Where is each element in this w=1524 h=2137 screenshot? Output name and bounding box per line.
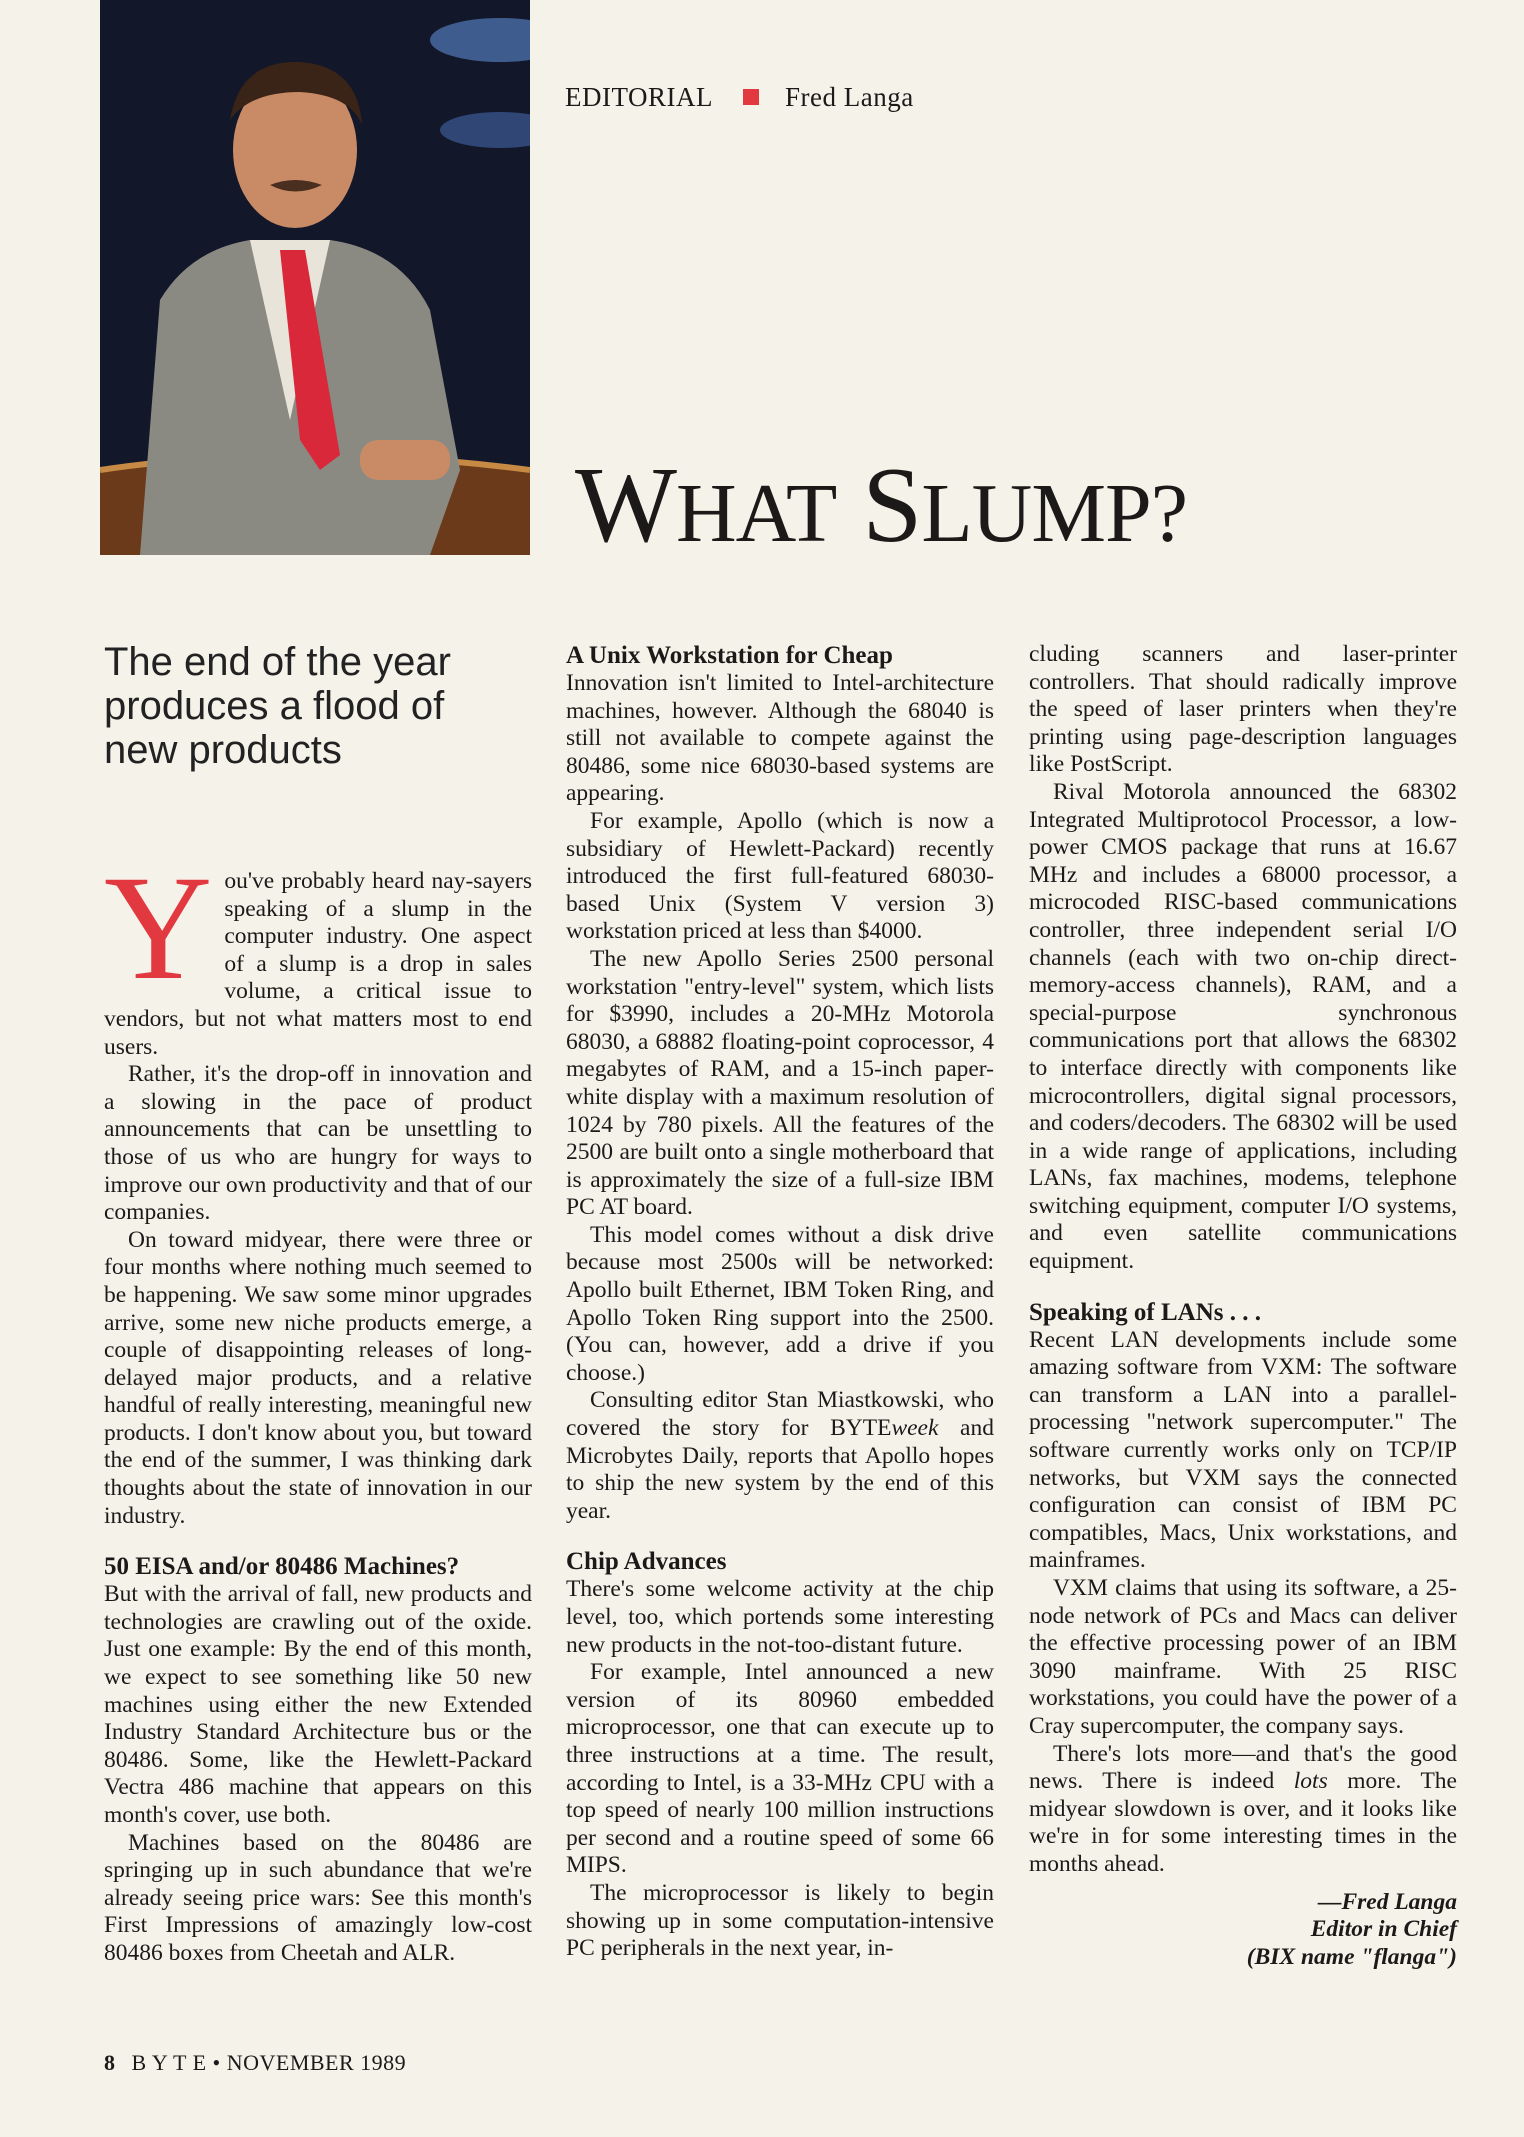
section-label: EDITORIAL (565, 82, 713, 112)
deck-subhead: The end of the year produces a flood of new products (104, 640, 451, 772)
drop-cap: Y (104, 845, 213, 1011)
column-2 (566, 641, 994, 1963)
paragraph: cluding scanners and laser-printer controllers. That should radically improve the speed of laser printers when they're printing using page-description languages like PostScript. (1029, 641, 1457, 778)
page-footer (104, 2050, 406, 2076)
paragraph: There's some welcome activity at the chip level, too, which portends some interesting new products in the not-too-distant future. (566, 1576, 994, 1658)
signature (1029, 1889, 1457, 1972)
subhead: A Unix Workstation for Cheap (566, 642, 893, 669)
paragraph: Rather, it's the drop-off in innovation and a slowing in the pace of product announcements that can be unsettling to those of us who are hungry for ways to improve our own productivity and that of our companies. (104, 1061, 532, 1226)
paragraph: The new Apollo Series 2500 personal workstation "entry-level" system, which lists for $3990, includes a 20-MHz Motorola 68030, a 68882 floating-point coprocessor, 4 megabytes of RAM, and a 15-inch paper-white display with a maximum resolution of 1024 by 780 pixels. All the features of the 2500 are built onto a single motherboard that is approximately the size of a full-size IBM PC AT board. (566, 945, 994, 1221)
paragraph: This model comes without a disk drive because most 2500s will be networked: Apollo built Ethernet, IBM Token Ring, and Apollo Token Ring support into the 2500. (You can, however, add a drive if you choose.) (566, 1221, 994, 1386)
paragraph: Recent LAN developments include some amazing software from VXM: The software can transform a LAN into a parallel-processing "network supercomputer." The software currently works only on TCP/IP networks, but VXM says the connected configuration can consist of IBM PC compatibles, Macs, Unix workstations, and mainframes. (1029, 1326, 1457, 1574)
column-3 (1029, 641, 1457, 1971)
column-1 (104, 845, 532, 1968)
headline: WHAT SLUMP? (575, 446, 1188, 565)
paragraph: On toward midyear, there were three or four months where nothing much seemed to be happening. We saw some minor upgrades arrive, some new niche products emerge, a couple of disappointing releases of long-delayed major products, and a relative handful of really interesting, meaningful new products. I don't know about you, but toward the end of the summer, I was thinking dark thoughts about the state of innovation in our industry. (104, 1226, 532, 1529)
signature-bix: (BIX name "flanga") (1246, 1943, 1457, 1970)
paragraph: Innovation isn't limited to Intel-architecture machines, however. Although the 68040 is still not available to compete against the 80486, some nice 68030-based systems are appearing. (566, 670, 994, 807)
paragraph: There's lots more—and that's the good news. There is indeed lots more. The midyear slowdown is over, and it looks like we're in for some interesting times in the months ahead. (1029, 1740, 1457, 1877)
editorial-kicker (565, 82, 914, 113)
kicker-author: Fred Langa (784, 82, 914, 112)
paragraph: But with the arrival of fall, new products and technologies are crawling out of the oxide. Just one example: By the end of this month, we expect to see something like 50 new machines using either the new Extended Industry Standard Architecture bus or the 80486. Some, like the Hewlett-Packard Vectra 486 machine that appears on this month's cover, use both. (104, 1581, 532, 1828)
paragraph: Consulting editor Stan Miastkowski, who covered the story for BYTEweek and Microbytes Daily, reports that Apollo hopes to ship the new system by the end of this year. (566, 1387, 994, 1524)
signature-title: Editor in Chief (1310, 1916, 1457, 1943)
paragraph: The microprocessor is likely to begin showing up in some computation-intensive PC peripherals in the next year, in- (566, 1879, 994, 1962)
subhead: Chip Advances (566, 1548, 727, 1576)
signature-name: —Fred Langa (1317, 1888, 1457, 1915)
subhead: 50 EISA and/or 80486 Machines? (104, 1553, 460, 1581)
page-number: 8 (104, 2050, 116, 2075)
paragraph: Rival Motorola announced the 68302 Integrated Multiprotocol Processor, a low-power CMOS package that runs at 16.67 MHz and includes a 68000 processor, a microcoded RISC-based communications controller, three independent serial I/O channels (each with two on-chip direct-memory-access channels), RAM, and a special-purpose synchronous communications port that allows the 68302 to interface directly with components like microcontrollers, digital signal processors, and coders/decoders. The 68302 will be used in a wide range of applications, including LANs, fax machines, modems, telephone switching equipment, computer I/O systems, and even satellite communications equipment. (1029, 778, 1457, 1275)
paragraph: For example, Apollo (which is now a subsidiary of Hewlett-Packard) recently introduced the first full-featured 68030-based Unix (System V version 3) workstation priced at less than $4000. (566, 807, 994, 945)
author-photo (100, 0, 530, 555)
publication-line: B Y T E • NOVEMBER 1989 (131, 2050, 407, 2075)
paragraph: For example, Intel announced a new version of its 80960 embedded microprocessor, one that can execute up to three instructions at a time. The result, according to Intel, is a 33-MHz CPU with a top speed of nearly 100 million instructions per second and a routine speed of some 66 MIPS. (566, 1659, 994, 1879)
paragraph: Machines based on the 80486 are springing up in such abundance that we're already seeing price wars: See this month's First Impressions of amazingly low-cost 80486 boxes from Cheetah and ALR. (104, 1829, 532, 1966)
paragraph: VXM claims that using its software, a 25-node network of PCs and Macs can deliver the effective processing power of an IBM 3090 mainframe. With 25 RISC workstations, you could have the power of a Cray supercomputer, the company says. (1029, 1575, 1457, 1739)
subhead: Speaking of LANs . . . (1029, 1298, 1261, 1326)
red-square-bullet (743, 89, 759, 105)
intro-paragraph: You've probably heard nay-sayers speaking of a slump in the computer industry. One aspect of a slump is a drop in sales volume, a critical issue to vendors, but not what matters most to end users. (104, 845, 532, 1060)
